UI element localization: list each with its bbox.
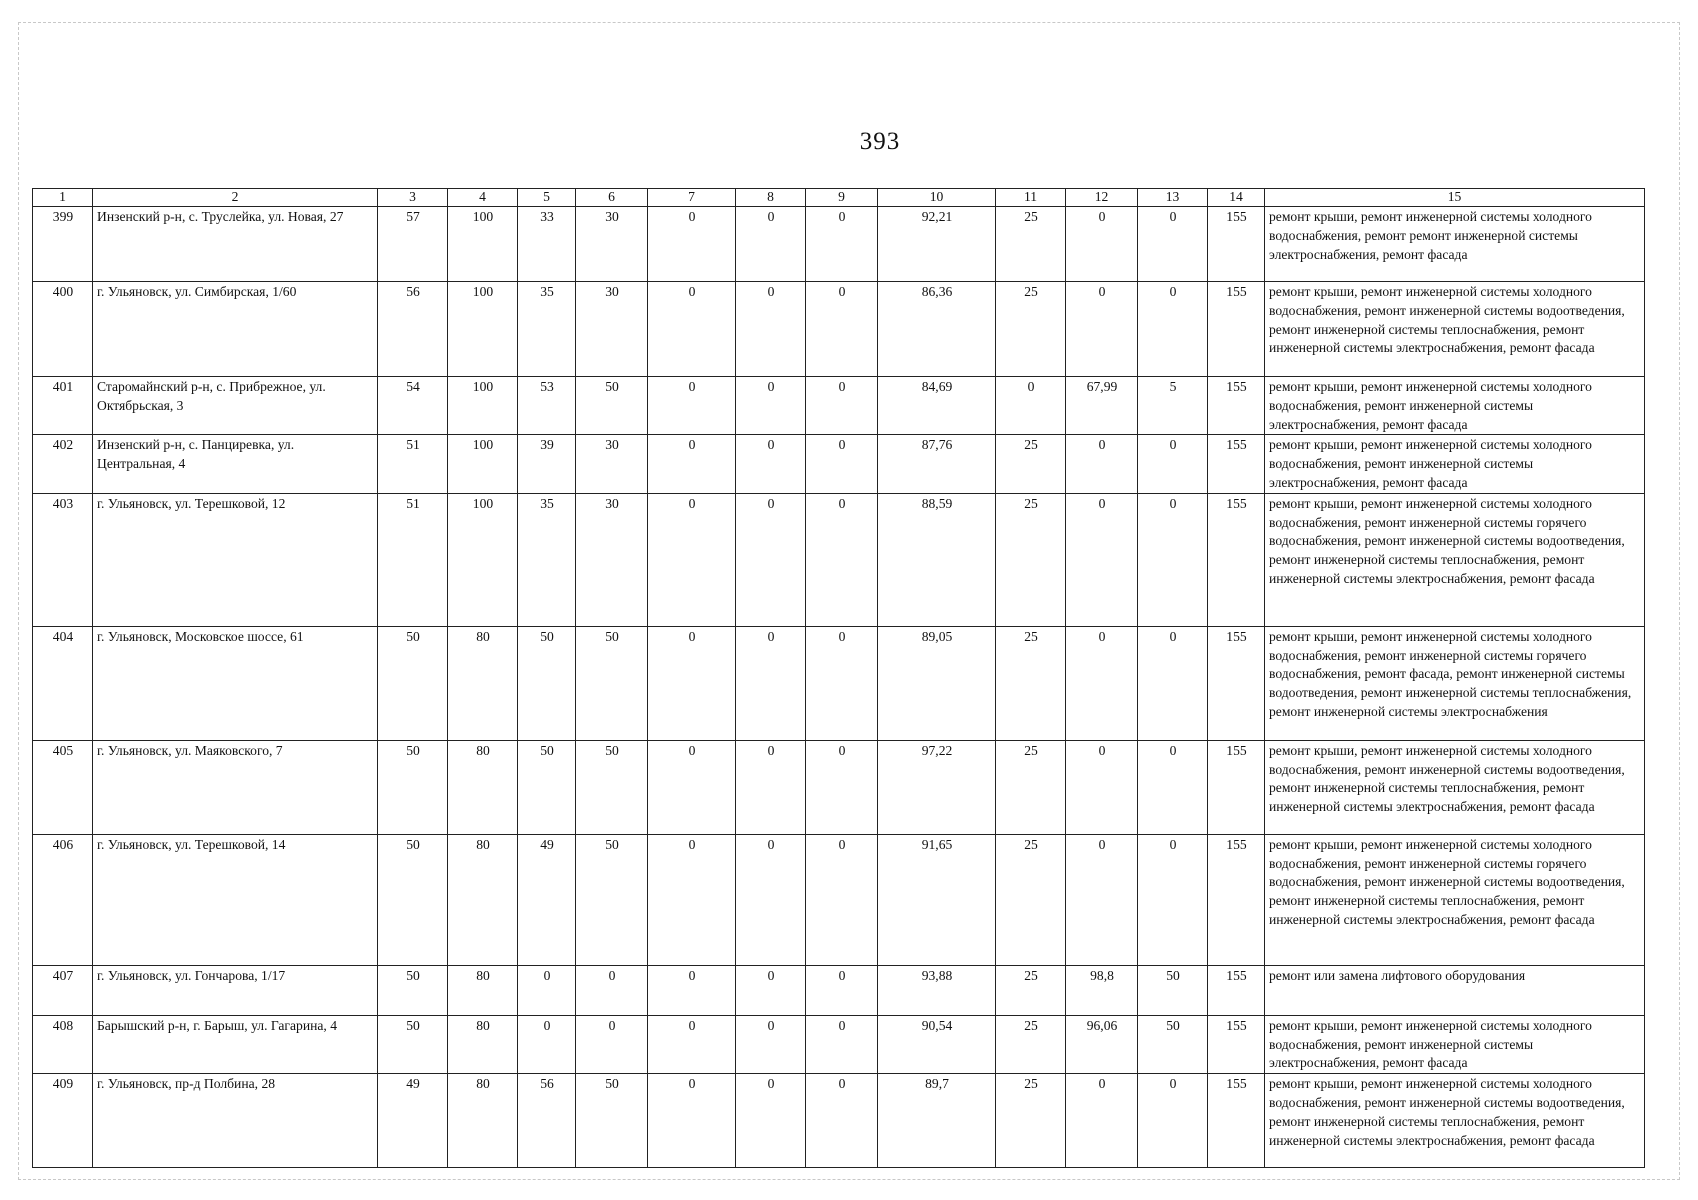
address-cell: Барышский р-н, г. Барыш, ул. Гагарина, 4 (93, 1015, 378, 1073)
value-cell: 80 (448, 834, 518, 965)
value-cell: 25 (996, 493, 1066, 626)
value-cell: 100 (448, 282, 518, 377)
value-cell: 88,59 (878, 493, 996, 626)
value-cell: 30 (576, 435, 648, 493)
value-cell: 0 (806, 965, 878, 1015)
row-number: 404 (33, 626, 93, 740)
value-cell: 155 (1208, 626, 1265, 740)
value-cell: 50 (576, 377, 648, 435)
value-cell: 0 (736, 965, 806, 1015)
value-cell: 25 (996, 1015, 1066, 1073)
value-cell: 155 (1208, 282, 1265, 377)
header-cell: 9 (806, 189, 878, 207)
row-number: 407 (33, 965, 93, 1015)
value-cell: 0 (648, 377, 736, 435)
value-cell: 35 (518, 282, 576, 377)
works-cell: ремонт или замена лифтового оборудования (1265, 965, 1645, 1015)
value-cell: 86,36 (878, 282, 996, 377)
value-cell: 89,05 (878, 626, 996, 740)
address-cell: г. Ульяновск, Московское шоссе, 61 (93, 626, 378, 740)
value-cell: 50 (576, 834, 648, 965)
value-cell: 100 (448, 377, 518, 435)
header-cell: 7 (648, 189, 736, 207)
row-number: 403 (33, 493, 93, 626)
value-cell: 50 (518, 740, 576, 834)
value-cell: 0 (648, 965, 736, 1015)
header-row (33, 189, 1645, 207)
value-cell: 0 (648, 493, 736, 626)
table-row (33, 207, 1645, 282)
value-cell: 0 (806, 834, 878, 965)
value-cell: 155 (1208, 1074, 1265, 1168)
value-cell: 155 (1208, 435, 1265, 493)
value-cell: 50 (576, 740, 648, 834)
value-cell: 0 (806, 1074, 878, 1168)
value-cell: 80 (448, 626, 518, 740)
header-cell: 15 (1265, 189, 1645, 207)
value-cell: 87,76 (878, 435, 996, 493)
works-cell: ремонт крыши, ремонт инженерной системы холодного водоснабжения, ремонт инженерной системы водоотведения, ремонт инженерной системы теплоснабжения, ремонт инженерной системы электроснабжения, ремонт фасада (1265, 282, 1645, 377)
value-cell: 155 (1208, 1015, 1265, 1073)
repair-program-table (32, 188, 1645, 1168)
value-cell: 0 (996, 377, 1066, 435)
value-cell: 50 (576, 626, 648, 740)
table-row (33, 1015, 1645, 1073)
value-cell: 80 (448, 965, 518, 1015)
works-cell: ремонт крыши, ремонт инженерной системы холодного водоснабжения, ремонт инженерной системы водоотведения, ремонт инженерной системы теплоснабжения, ремонт инженерной системы электроснабжения, ремонт фасада (1265, 1074, 1645, 1168)
works-cell: ремонт крыши, ремонт инженерной системы холодного водоснабжения, ремонт инженерной системы водоотведения, ремонт инженерной системы теплоснабжения, ремонт инженерной системы электроснабжения, ремонт фасада (1265, 740, 1645, 834)
value-cell: 54 (378, 377, 448, 435)
value-cell: 155 (1208, 207, 1265, 282)
value-cell: 0 (1138, 207, 1208, 282)
value-cell: 98,8 (1066, 965, 1138, 1015)
value-cell: 96,06 (1066, 1015, 1138, 1073)
value-cell: 51 (378, 493, 448, 626)
works-cell: ремонт крыши, ремонт инженерной системы холодного водоснабжения, ремонт инженерной системы электроснабжения, ремонт фасада (1265, 1015, 1645, 1073)
value-cell: 0 (1138, 740, 1208, 834)
value-cell: 25 (996, 207, 1066, 282)
value-cell: 67,99 (1066, 377, 1138, 435)
table-row (33, 282, 1645, 377)
value-cell: 0 (736, 834, 806, 965)
value-cell: 93,88 (878, 965, 996, 1015)
value-cell: 80 (448, 740, 518, 834)
value-cell: 0 (1066, 493, 1138, 626)
value-cell: 0 (806, 626, 878, 740)
row-number: 406 (33, 834, 93, 965)
value-cell: 0 (648, 435, 736, 493)
value-cell: 155 (1208, 834, 1265, 965)
value-cell: 0 (736, 377, 806, 435)
value-cell: 0 (1138, 435, 1208, 493)
table-row (33, 493, 1645, 626)
value-cell: 0 (1066, 207, 1138, 282)
header-cell: 10 (878, 189, 996, 207)
value-cell: 50 (378, 626, 448, 740)
value-cell: 155 (1208, 377, 1265, 435)
value-cell: 25 (996, 965, 1066, 1015)
value-cell: 89,7 (878, 1074, 996, 1168)
value-cell: 50 (576, 1074, 648, 1168)
value-cell: 100 (448, 493, 518, 626)
value-cell: 25 (996, 626, 1066, 740)
address-cell: г. Ульяновск, ул. Маяковского, 7 (93, 740, 378, 834)
value-cell: 0 (1066, 740, 1138, 834)
value-cell: 100 (448, 435, 518, 493)
header-cell: 8 (736, 189, 806, 207)
value-cell: 100 (448, 207, 518, 282)
value-cell: 30 (576, 493, 648, 626)
header-cell: 6 (576, 189, 648, 207)
header-cell: 4 (448, 189, 518, 207)
value-cell: 50 (518, 626, 576, 740)
value-cell: 50 (1138, 1015, 1208, 1073)
value-cell: 0 (736, 626, 806, 740)
header-cell: 11 (996, 189, 1066, 207)
value-cell: 155 (1208, 740, 1265, 834)
table-row (33, 377, 1645, 435)
address-cell: Инзенский р-н, с. Труслейка, ул. Новая, 27 (93, 207, 378, 282)
value-cell: 0 (1066, 1074, 1138, 1168)
value-cell: 0 (1066, 282, 1138, 377)
header-cell: 2 (93, 189, 378, 207)
value-cell: 90,54 (878, 1015, 996, 1073)
value-cell: 0 (806, 282, 878, 377)
value-cell: 0 (736, 207, 806, 282)
table-row (33, 740, 1645, 834)
value-cell: 25 (996, 834, 1066, 965)
row-number: 409 (33, 1074, 93, 1168)
value-cell: 0 (648, 834, 736, 965)
value-cell: 0 (806, 493, 878, 626)
value-cell: 25 (996, 740, 1066, 834)
value-cell: 30 (576, 282, 648, 377)
value-cell: 0 (806, 435, 878, 493)
address-cell: Инзенский р-н, с. Панциревка, ул. Центральная, 4 (93, 435, 378, 493)
table-row (33, 834, 1645, 965)
value-cell: 0 (736, 740, 806, 834)
value-cell: 0 (806, 740, 878, 834)
value-cell: 84,69 (878, 377, 996, 435)
header-cell: 13 (1138, 189, 1208, 207)
value-cell: 0 (648, 207, 736, 282)
value-cell: 0 (648, 1015, 736, 1073)
value-cell: 0 (1138, 834, 1208, 965)
value-cell: 91,65 (878, 834, 996, 965)
value-cell: 0 (806, 1015, 878, 1073)
value-cell: 0 (648, 740, 736, 834)
address-cell: г. Ульяновск, пр-д Полбина, 28 (93, 1074, 378, 1168)
page-number: 393 (859, 128, 901, 155)
table-row (33, 435, 1645, 493)
value-cell: 0 (518, 965, 576, 1015)
address-cell: г. Ульяновск, ул. Терешковой, 12 (93, 493, 378, 626)
table-row (33, 965, 1645, 1015)
value-cell: 51 (378, 435, 448, 493)
value-cell: 0 (1066, 834, 1138, 965)
value-cell: 0 (806, 377, 878, 435)
works-cell: ремонт крыши, ремонт инженерной системы холодного водоснабжения, ремонт инженерной системы горячего водоснабжения, ремонт фасада, ремонт инженерной системы водоотведения, ремонт инженерной системы теплоснабжения, ремонт инженерной системы электроснабжения (1265, 626, 1645, 740)
works-cell: ремонт крыши, ремонт инженерной системы холодного водоснабжения, ремонт инженерной системы электроснабжения, ремонт фасада (1265, 435, 1645, 493)
table-row (33, 1074, 1645, 1168)
value-cell: 80 (448, 1074, 518, 1168)
row-number: 402 (33, 435, 93, 493)
value-cell: 50 (1138, 965, 1208, 1015)
table-row (33, 626, 1645, 740)
row-number: 400 (33, 282, 93, 377)
works-cell: ремонт крыши, ремонт инженерной системы холодного водоснабжения, ремонт инженерной системы горячего водоснабжения, ремонт инженерной системы водоотведения, ремонт инженерной системы теплоснабжения, ремонт инженерной системы электроснабжения, ремонт фасада (1265, 834, 1645, 965)
value-cell: 0 (736, 282, 806, 377)
value-cell: 50 (378, 740, 448, 834)
value-cell: 25 (996, 435, 1066, 493)
header-cell: 3 (378, 189, 448, 207)
value-cell: 0 (736, 1074, 806, 1168)
works-cell: ремонт крыши, ремонт инженерной системы холодного водоснабжения, ремонт ремонт инженерной системы электроснабжения, ремонт фасада (1265, 207, 1645, 282)
value-cell: 0 (1138, 626, 1208, 740)
header-cell: 1 (33, 189, 93, 207)
value-cell: 49 (378, 1074, 448, 1168)
value-cell: 49 (518, 834, 576, 965)
value-cell: 0 (736, 493, 806, 626)
value-cell: 50 (378, 1015, 448, 1073)
value-cell: 0 (648, 282, 736, 377)
address-cell: Старомайнский р-н, с. Прибрежное, ул. Октябрьская, 3 (93, 377, 378, 435)
works-cell: ремонт крыши, ремонт инженерной системы холодного водоснабжения, ремонт инженерной системы электроснабжения, ремонт фасада (1265, 377, 1645, 435)
value-cell: 92,21 (878, 207, 996, 282)
value-cell: 0 (1138, 282, 1208, 377)
value-cell: 50 (378, 834, 448, 965)
value-cell: 0 (648, 626, 736, 740)
header-cell: 14 (1208, 189, 1265, 207)
value-cell: 25 (996, 282, 1066, 377)
value-cell: 25 (996, 1074, 1066, 1168)
value-cell: 97,22 (878, 740, 996, 834)
value-cell: 0 (806, 207, 878, 282)
value-cell: 39 (518, 435, 576, 493)
value-cell: 33 (518, 207, 576, 282)
value-cell: 0 (1066, 626, 1138, 740)
header-cell: 12 (1066, 189, 1138, 207)
value-cell: 0 (1066, 435, 1138, 493)
value-cell: 5 (1138, 377, 1208, 435)
header-cell: 5 (518, 189, 576, 207)
value-cell: 0 (518, 1015, 576, 1073)
value-cell: 35 (518, 493, 576, 626)
value-cell: 57 (378, 207, 448, 282)
address-cell: г. Ульяновск, ул. Гончарова, 1/17 (93, 965, 378, 1015)
row-number: 405 (33, 740, 93, 834)
value-cell: 56 (378, 282, 448, 377)
value-cell: 0 (736, 1015, 806, 1073)
address-cell: г. Ульяновск, ул. Терешковой, 14 (93, 834, 378, 965)
row-number: 401 (33, 377, 93, 435)
value-cell: 155 (1208, 965, 1265, 1015)
works-cell: ремонт крыши, ремонт инженерной системы холодного водоснабжения, ремонт инженерной системы горячего водоснабжения, ремонт инженерной системы водоотведения, ремонт инженерной системы теплоснабжения, ремонт инженерной системы электроснабжения, ремонт фасада (1265, 493, 1645, 626)
value-cell: 80 (448, 1015, 518, 1073)
value-cell: 0 (576, 965, 648, 1015)
row-number: 399 (33, 207, 93, 282)
value-cell: 0 (1138, 493, 1208, 626)
value-cell: 50 (378, 965, 448, 1015)
value-cell: 53 (518, 377, 576, 435)
value-cell: 30 (576, 207, 648, 282)
value-cell: 0 (648, 1074, 736, 1168)
value-cell: 0 (1138, 1074, 1208, 1168)
value-cell: 0 (736, 435, 806, 493)
value-cell: 56 (518, 1074, 576, 1168)
address-cell: г. Ульяновск, ул. Симбирская, 1/60 (93, 282, 378, 377)
value-cell: 155 (1208, 493, 1265, 626)
value-cell: 0 (576, 1015, 648, 1073)
row-number: 408 (33, 1015, 93, 1073)
